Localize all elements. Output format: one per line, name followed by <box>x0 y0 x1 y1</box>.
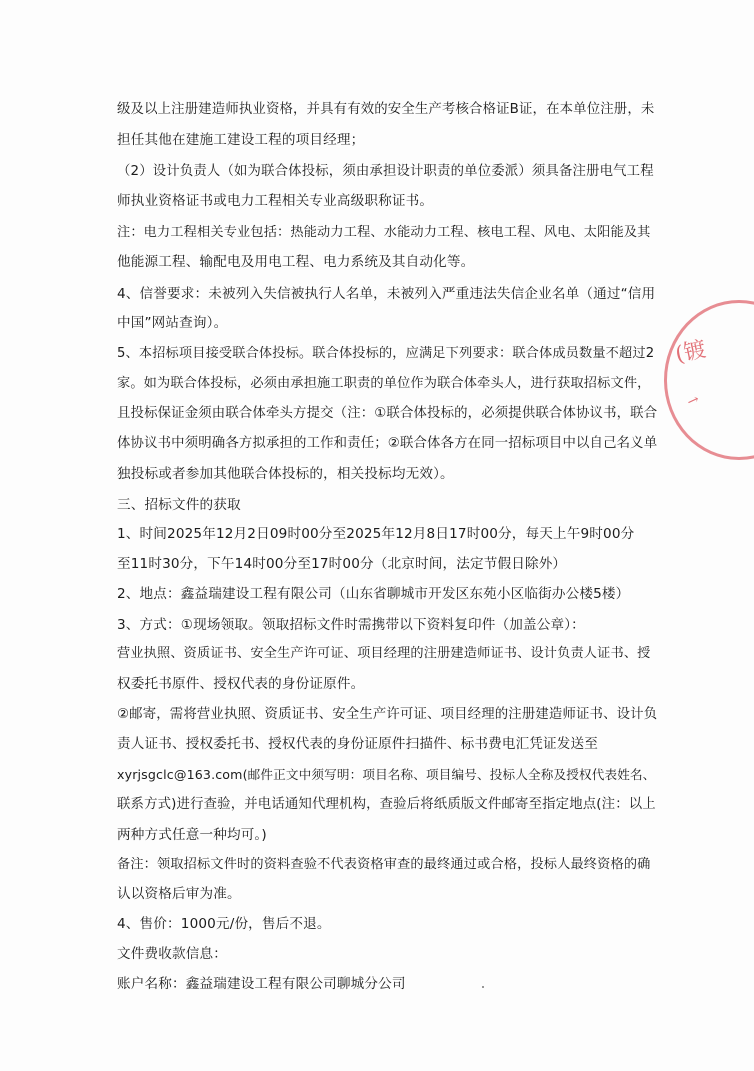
text-line: 账户名称：鑫益瑞建设工程有限公司聊城分公司 <box>117 976 406 992</box>
text-line: 3、方式：①现场领取。领取招标文件时需携带以下资料复印件（加盖公章）： <box>117 617 585 633</box>
text-line: 注：电力工程相关专业包括：热能动力工程、水能动力工程、核电工程、风电、太阳能及其 <box>117 225 651 240</box>
text-line: 家。如为联合体投标，必须由承担施工职责的单位作为联合体牵头人，进行获取招标文件， <box>117 376 651 391</box>
text-line: 4、信誉要求：未被列入失信被执行人名单，未被列入严重违法失信企业名单（通过“信用 <box>117 286 656 302</box>
text-line: 2、地点：鑫益瑞建设工程有限公司（山东省聊城市开发区东苑小区临街办公楼5楼） <box>117 586 630 602</box>
text-line: 联系方式)进行查验，并电话通知代理机构，查验后将纸质版文件邮寄至指定地点(注：以上 <box>117 797 656 812</box>
text-line: 营业执照、资质证书、安全生产许可证、项目经理的注册建造师证书、设计负责人证书、授 <box>117 646 651 661</box>
text-line: 权委托书原件、授权代表的身份证原件。 <box>117 676 365 692</box>
text-line: 级及以上注册建造师执业资格，并具有有效的安全生产考核合格证B证，在本单位注册，未 <box>117 102 655 117</box>
text-line: （2）设计负责人（如为联合体投标，须由承担设计职责的单位委派）须具备注册电气工程 <box>117 164 654 179</box>
text-line: 担任其他在建施工建设工程的项目经理； <box>117 132 365 148</box>
stamp-mark-icon: ↗ <box>684 391 702 411</box>
text-line: xyrjsgclc@163.com(邮件正文中须写明：项目名称、项目编号、投标人全称及授权代表姓名、 <box>117 767 656 782</box>
text-line: 至11时30分，下午14时00分至17时00分（北京时间，法定节假日除外） <box>117 556 567 572</box>
red-seal-stamp <box>664 300 754 460</box>
text-line: ②邮寄，需将营业执照、资质证书、安全生产许可证、项目经理的注册建造师证书、设计负 <box>117 707 658 722</box>
section-heading: 三、招标文件的获取 <box>117 497 241 513</box>
text-line: 文件费收款信息： <box>117 946 227 962</box>
text-line: 师执业资格证书或电力工程相关专业高级职称证书。 <box>117 193 434 209</box>
text-line: 且投标保证金须由联合体牵头方提交（注：①联合体投标的，必须提供联合体协议书，联合 <box>117 406 658 421</box>
stamp-glyph-icon: (镀 <box>673 337 709 368</box>
text-line: 独投标或者参加其他联合体投标的，相关投标均无效）。 <box>117 466 454 482</box>
text-line: 体协议书中须明确各方拟承担的工作和责任；②联合体各方在同一招标项目中以自己名义单 <box>117 436 658 451</box>
text-line: 他能源工程、输配电及用电工程、电力系统及其自动化等。 <box>117 254 475 270</box>
scan-speck <box>482 986 484 988</box>
text-line: 中国”网站查询）。 <box>117 315 228 331</box>
text-line: 责人证书、授权委托书、授权代表的身份证原件扫描件、标书费电汇凭证发送至 <box>117 736 599 752</box>
text-line: 备注：领取招标文件时的资料查验不代表资格审查的最终通过或合格，投标人最终资格的确 <box>117 857 651 872</box>
text-line: 5、本招标项目接受联合体投标。联合体投标的，应满足下列要求：联合体成员数量不超过2 <box>117 346 655 361</box>
text-line: 认以资格后审为准。 <box>117 886 241 902</box>
text-line: 4、售价：1000元/份，售后不退。 <box>117 916 331 932</box>
text-line: 两种方式任意一种均可。) <box>117 827 267 843</box>
text-line: 1、时间2025年12月2日09时00分至2025年12月8日17时00分，每天上午9时00分 <box>117 526 635 542</box>
